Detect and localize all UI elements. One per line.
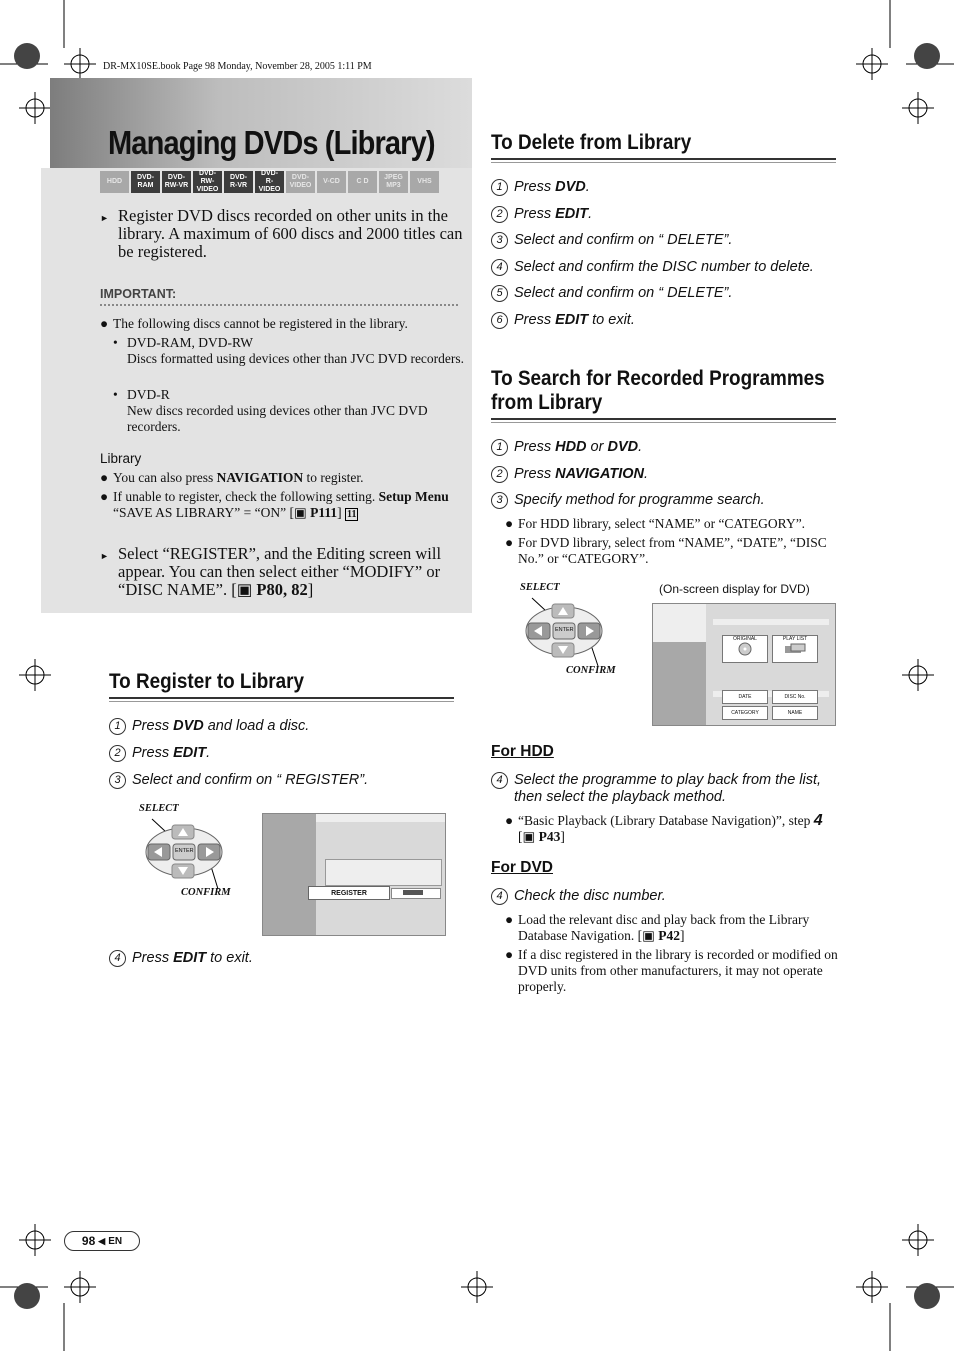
disc-badges (100, 171, 439, 193)
dvd-step-4: 4 Check the disc number. (491, 888, 666, 905)
disc-badge: V-CD (317, 171, 346, 193)
register-note: ► Select “REGISTER”, and the Editing screen will appear. You can then select either “MODIFY” or “DISC NAME”. [▣ P80, 82] (100, 544, 442, 599)
book-icon: ▣ (293, 505, 307, 520)
search-bullet-1: ● For HDD library, select “NAME” or “CATEGORY”. (505, 516, 806, 531)
important-bullet: ● The following discs cannot be registered in the library. (100, 316, 408, 331)
disc-badge: JPEG MP3 (379, 171, 408, 193)
register-screen (262, 813, 446, 936)
intro-paragraph: ► Register DVD discs recorded on other units in the library. A maximum of 600 discs and 2000 titles can be registered. (100, 206, 463, 261)
hdd-step-4: 4 Select the programme to play back from the list, then select the playback method. (491, 772, 836, 806)
osd-original-tile[interactable]: ORIGINAL (722, 635, 768, 663)
delete-step-4: 4 Select and confirm the DISC number to delete. (491, 259, 814, 276)
for-dvd-heading: For DVD (491, 859, 553, 876)
register-option[interactable]: REGISTER (308, 886, 390, 900)
dvd-bullet-1: ● Load the relevant disc and play back from the Library Database Navigation. [▣ P42] (505, 912, 810, 943)
page-box: 11 (347, 509, 357, 520)
dvd-osd-screen (652, 603, 836, 726)
page-title: Managing DVDs (Library) (108, 124, 435, 161)
register-step-1: 1 Press DVD and load a disc. (109, 718, 309, 735)
register-confirm-label: CONFIRM (181, 887, 231, 898)
disc-badge: DVD- RW-VR (162, 171, 191, 193)
register-remote-pad (140, 815, 240, 895)
register-step-3: 3 Select and confirm on “ REGISTER”. (109, 772, 368, 789)
register-enter-key: ENTER (175, 848, 194, 854)
osd-date-button[interactable]: DATE (722, 690, 768, 704)
disc-icon (735, 642, 755, 656)
sub-item-ram-rw: • DVD-RAM, DVD-RW Discs formatted using devices other than JVC DVD recorders. (113, 335, 465, 366)
search-select-label: SELECT (520, 582, 560, 593)
delete-heading: To Delete from Library (491, 131, 692, 154)
search-enter-key: ENTER (555, 627, 574, 633)
disc-badge: HDD (100, 171, 129, 193)
book-icon: ▣ (236, 580, 253, 599)
library-bullet-1: ● You can also press NAVIGATION to register. (100, 470, 364, 485)
book-icon: ▣ (522, 829, 536, 844)
register-step-2: 2 Press EDIT. (109, 745, 210, 762)
triangle-icon: ► (100, 213, 109, 223)
page-number: 98 ◀ EN (64, 1231, 140, 1251)
triangle-icon: ► (100, 551, 109, 561)
delete-step-2: 2 Press EDIT. (491, 206, 592, 223)
search-confirm-label: CONFIRM (566, 665, 616, 676)
playlist-icon (783, 642, 807, 656)
library-bullet-2: ● If unable to register, check the following setting. Setup Menu “SAVE AS LIBRARY” = “ON” [▣ P111] 11 (100, 489, 449, 520)
osd-name-button[interactable]: NAME (772, 706, 818, 720)
search-rule (491, 418, 836, 423)
hdd-bullet: ● “Basic Playback (Library Database Navigation)”, step 4 [▣ P43] (505, 812, 823, 844)
search-heading: To Search for Recorded Programmes from Library (491, 367, 825, 414)
osd-discno-button[interactable]: DISC No. (772, 690, 818, 704)
search-bullet-2: ● For DVD library, select from “NAME”, “DATE”, “DISC No.” or “CATEGORY”. (505, 535, 827, 566)
delete-step-5: 5 Select and confirm on “ DELETE”. (491, 285, 732, 302)
disc-badge: DVD- RW-VIDEO (193, 171, 222, 193)
delete-step-1: 1 Press DVD. (491, 179, 590, 196)
search-step-2: 2 Press NAVIGATION. (491, 466, 648, 483)
book-header: DR-MX10SE.book Page 98 Monday, November 28, 2005 1:11 PM (103, 61, 372, 72)
disc-badge: DVD- R-VIDEO (255, 171, 284, 193)
important-label: IMPORTANT: (100, 287, 177, 301)
register-step-4: 4 Press EDIT to exit. (109, 950, 253, 967)
register-rule (109, 697, 454, 702)
for-hdd-heading: For HDD (491, 743, 554, 760)
sub-item-r: • DVD-R New discs recorded using devices other than JVC DVD recorders. (113, 387, 428, 434)
osd-category-button[interactable]: CATEGORY (722, 706, 768, 720)
library-label: Library (100, 451, 142, 466)
disc-badge: DVD- R-VR (224, 171, 253, 193)
delete-step-3: 3 Select and confirm on “ DELETE”. (491, 232, 732, 249)
osd-caption: (On-screen display for DVD) (659, 582, 810, 596)
register-select-label: SELECT (139, 803, 179, 814)
delete-step-6: 6 Press EDIT to exit. (491, 312, 635, 329)
search-step-1: 1 Press HDD or DVD. (491, 439, 642, 456)
dotted-divider (100, 304, 458, 306)
disc-badge: C D (348, 171, 377, 193)
book-icon: ▣ (642, 928, 655, 943)
dvd-bullet-2: ● If a disc registered in the library is recorded or modified on DVD units from other manufacturers, it may not operate properly. (505, 947, 838, 994)
disc-badge: DVD- RAM (131, 171, 160, 193)
search-remote-pad (520, 594, 620, 674)
disc-badge: VHS (410, 171, 439, 193)
delete-rule (491, 158, 836, 163)
register-heading: To Register to Library (109, 670, 304, 693)
osd-playlist-tile[interactable]: PLAY LIST (772, 635, 818, 663)
disc-badge: DVD- VIDEO (286, 171, 315, 193)
search-step-3: 3 Specify method for programme search. (491, 492, 765, 509)
